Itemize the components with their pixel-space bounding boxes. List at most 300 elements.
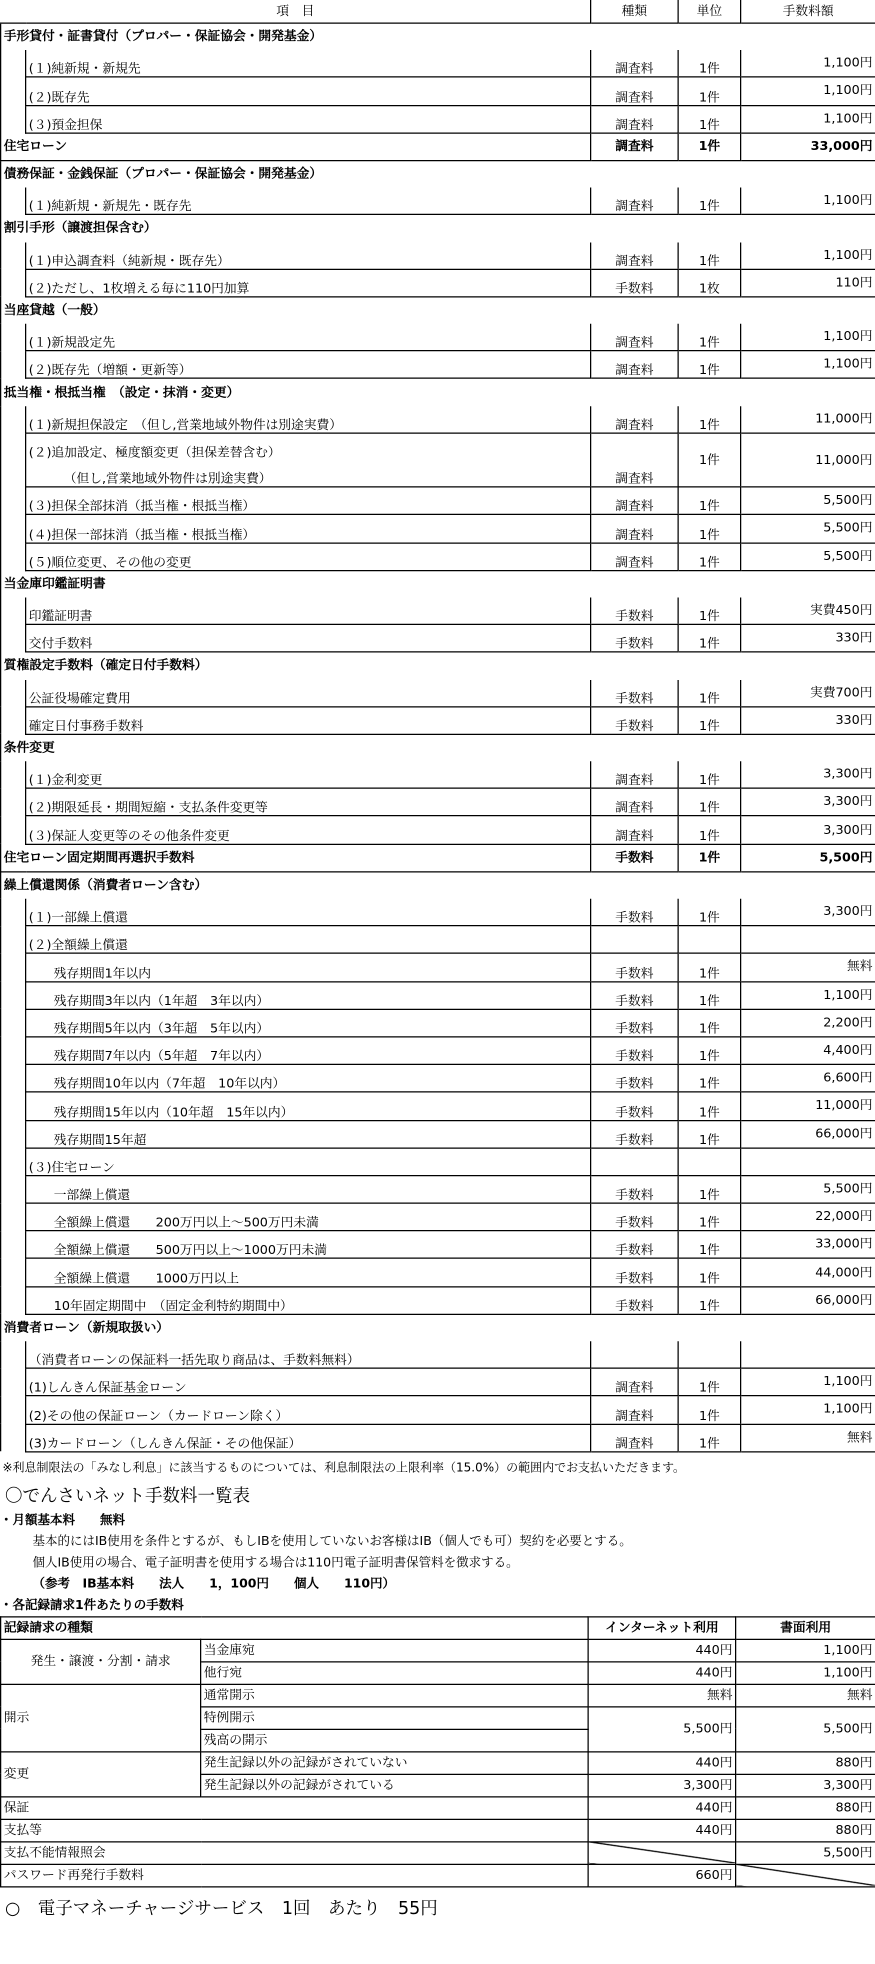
row-label: (１)純新規・新規先・既存先 [26, 188, 591, 215]
row-fee: 1,100円 [741, 77, 875, 105]
row-label: 印鑑証明書 [26, 597, 591, 624]
row-unit: 1件 [678, 406, 741, 433]
row-label: 当金庫宛 [201, 1639, 589, 1662]
row-fee: 11,000円 [741, 433, 875, 487]
row-unit: 1件 [678, 706, 741, 734]
table-row [1, 242, 875, 269]
indent-cell [1, 324, 26, 351]
table-row [1, 324, 875, 351]
row-label: 支払不能情報照会 [1, 1842, 589, 1865]
row-kind: 調査料 [591, 50, 679, 77]
row-kind: 手数料 [591, 1009, 679, 1037]
row-label: (４)担保一部抹消（抵当権・根抵当権） [26, 515, 591, 543]
row-unit: 1件 [678, 487, 741, 515]
section-heading-row [1, 379, 875, 406]
row-fee: 3,300円 [741, 788, 875, 816]
densai-header [1, 1617, 875, 1640]
row-kind: 調査料 [591, 515, 679, 543]
row-label: (1)しんきん保証基金ローン [26, 1368, 591, 1396]
paper-fee: 3,300円 [736, 1774, 875, 1797]
row-kind: 調査料 [591, 351, 679, 379]
empty-cell [678, 926, 741, 954]
row-label: 残存期間7年以内（5年超 7年以内） [26, 1037, 591, 1065]
row-label: 他行宛 [201, 1662, 589, 1685]
densai-line2: 個人IB使用の場合、電子証明書を使用する場合は110円電子証明書保管料を徴求する。 [32, 1555, 519, 1570]
empty-cell [591, 433, 679, 460]
section-title: 手形貸付・証書貸付（プロパー・保証協会・開発基金） [1, 23, 875, 50]
row-unit: 1件 [678, 1065, 741, 1093]
row-label: (２)期限延長・期間短縮・支払条件変更等 [26, 788, 591, 816]
table-row [1, 1120, 875, 1148]
indent-cell [1, 954, 26, 982]
row-kind: 手数料 [591, 954, 679, 982]
row-unit: 1件 [678, 1203, 741, 1231]
row-label: 交付手数料 [26, 625, 591, 653]
row-label: (１)一部繰上償還 [26, 899, 591, 926]
row-fee: 実費700円 [741, 679, 875, 706]
risoku-note: ※利息制限法の「みなし利息」に該当するものについては、利息制限法の上限利率（15.0%）の範囲内でお支払いただきます。 [2, 1460, 686, 1475]
row-label: 支払等 [1, 1819, 589, 1842]
section-heading-row [1, 734, 875, 761]
row-kind: 調査料 [591, 188, 679, 215]
row-kind: 手数料 [591, 1175, 679, 1203]
section-title: 当座貸越（一般） [1, 297, 875, 324]
indent-cell [1, 1148, 26, 1176]
table-row [1, 1092, 875, 1120]
table-row [1, 761, 875, 788]
row-fee: 5,500円 [741, 515, 875, 543]
section-heading-row [1, 652, 875, 679]
row-fee: 110円 [741, 269, 875, 297]
indent-cell [1, 1424, 26, 1452]
empty-cell [741, 926, 875, 954]
table-row [1, 1864, 875, 1887]
row-label: (２)既存先 [26, 77, 591, 105]
row-unit: 1件 [678, 1009, 741, 1037]
loan-rows [1, 23, 875, 1451]
net-fee: 440円 [588, 1797, 736, 1820]
emoney-line: ○ 電子マネーチャージサービス 1回 あたり 55円 [5, 1898, 438, 1919]
row-unit: 1件 [678, 899, 741, 926]
indent-cell [1, 406, 26, 433]
row-fee: 1,100円 [741, 981, 875, 1009]
row-label: (３)担保全部抹消（抵当権・根抵当権） [26, 487, 591, 515]
row-fee: 330円 [741, 625, 875, 653]
empty-cell [741, 1148, 875, 1176]
row-unit: 1件 [678, 788, 741, 816]
row-label: (５)順位変更、その他の変更 [26, 543, 591, 571]
row-kind: 調査料 [591, 543, 679, 571]
empty-cell [678, 1341, 741, 1368]
row-kind: 手数料 [591, 625, 679, 653]
net-fee: 440円 [588, 1639, 736, 1662]
indent-cell [1, 1341, 26, 1368]
row-label: (２)既存先（増額・更新等） [26, 351, 591, 379]
indent-cell [1, 761, 26, 788]
indent-cell [1, 1231, 26, 1259]
row-fee: 66,000円 [741, 1286, 875, 1314]
table-row [1, 433, 875, 460]
table-row [1, 1396, 875, 1424]
table-row [1, 706, 875, 734]
row-fee: 5,500円 [741, 1175, 875, 1203]
row-kind: 手数料 [591, 679, 679, 706]
indent-cell [1, 1009, 26, 1037]
net-fee: 660円 [588, 1864, 736, 1887]
row-kind: 手数料 [591, 269, 679, 297]
table-row [1, 1842, 875, 1865]
row-label: (１)新規担保設定 （但し,営業地域外物件は別途実費） [26, 406, 591, 433]
table-row [1, 788, 875, 816]
row-fee: 無料 [741, 1424, 875, 1452]
row-kind: 調査料 [591, 788, 679, 816]
section-heading-row [1, 297, 875, 324]
row-kind: 調査料 [591, 105, 679, 133]
net-fee: 440円 [588, 1819, 736, 1842]
row-unit: 1件 [678, 981, 741, 1009]
indent-cell [1, 1037, 26, 1065]
table-row [1, 351, 875, 379]
indent-cell [1, 788, 26, 816]
paper-fee: 無料 [736, 1684, 875, 1707]
row-kind: 調査料 [591, 816, 679, 844]
row-unit: 1件 [678, 433, 741, 487]
sub-heading-row [1, 1341, 875, 1368]
row-label: (１)金利変更 [26, 761, 591, 788]
row-unit: 1件 [678, 1092, 741, 1120]
row-fee: 無料 [741, 954, 875, 982]
row-fee: 1,100円 [741, 188, 875, 215]
row-label: 10年固定期間中 （固定金利特約期間中） [26, 1286, 591, 1314]
row-label: 全額繰上償還 500万円以上～1000万円未満 [26, 1231, 591, 1259]
sub-heading-row [1, 926, 875, 954]
empty-cell [741, 1341, 875, 1368]
table-row [1, 188, 875, 215]
row-unit: 1件 [678, 242, 741, 269]
row-label: 残存期間15年超 [26, 1120, 591, 1148]
row-label: (１)純新規・新規先 [26, 50, 591, 77]
paper-fee: 880円 [736, 1819, 875, 1842]
table-row [1, 625, 875, 653]
row-fee: 1,100円 [741, 242, 875, 269]
header-fee: 手数料額 [741, 0, 875, 23]
empty-cell [591, 926, 679, 954]
section-heading-row [1, 23, 875, 50]
indent-cell [1, 706, 26, 734]
row-kind: 手数料 [591, 706, 679, 734]
densai-monthly [0, 1510, 875, 1616]
table-row [1, 1684, 875, 1707]
indent-cell [1, 433, 26, 460]
table-row [1, 1752, 875, 1775]
table-row [1, 1639, 875, 1662]
row-fee: 44,000円 [741, 1259, 875, 1287]
row-kind: 調査料 [591, 1424, 679, 1452]
row-label: 全額繰上償還 1000万円以上 [26, 1259, 591, 1287]
th-net: インターネット利用 [588, 1617, 736, 1640]
table-row [1, 1065, 875, 1093]
row-unit: 1件 [678, 133, 741, 161]
row-fee: 1,100円 [741, 105, 875, 133]
sub-heading-row [1, 1148, 875, 1176]
table-row [1, 816, 875, 844]
row-label: 通常開示 [201, 1684, 589, 1707]
table-row [1, 1259, 875, 1287]
section-heading-row [1, 161, 875, 188]
row-unit: 1件 [678, 1368, 741, 1396]
table-row [1, 679, 875, 706]
row-label: (３)保証人変更等のその他条件変更 [26, 816, 591, 844]
indent-cell [1, 515, 26, 543]
hassei-label: 発生・譲渡・分割・請求 [1, 1639, 201, 1684]
row-kind: 手数料 [591, 1120, 679, 1148]
table-header [1, 0, 875, 23]
row-kind: 調査料 [591, 761, 679, 788]
row-label-note: （但し,営業地域外物件は別途実費） [26, 460, 591, 487]
table-row [1, 1231, 875, 1259]
row-label: 一部繰上償還 [26, 1175, 591, 1203]
table-row [1, 1797, 875, 1820]
row-unit: 1件 [678, 77, 741, 105]
table-row [1, 844, 875, 872]
kaiji-label: 開示 [1, 1684, 201, 1752]
row-label: 残高の開示 [201, 1729, 589, 1752]
row-fee: 5,500円 [741, 487, 875, 515]
empty-cell [678, 1148, 741, 1176]
sub-title: (３)住宅ローン [26, 1148, 591, 1176]
row-fee: 6,600円 [741, 1065, 875, 1093]
indent-cell [1, 1259, 26, 1287]
row-unit: 1件 [678, 105, 741, 133]
section-title: 当金庫印鑑証明書 [1, 570, 875, 597]
indent-cell [1, 899, 26, 926]
row-unit: 1件 [678, 188, 741, 215]
row-kind: 手数料 [591, 981, 679, 1009]
indent-cell [1, 679, 26, 706]
row-label: 残存期間5年以内（3年超 5年以内） [26, 1009, 591, 1037]
row-unit: 1件 [678, 1259, 741, 1287]
table-row [1, 1424, 875, 1452]
row-unit: 1件 [678, 50, 741, 77]
row-unit: 1件 [678, 1424, 741, 1452]
row-fee: 33,000円 [741, 1231, 875, 1259]
row-kind: 手数料 [591, 1037, 679, 1065]
table-row [1, 1037, 875, 1065]
net-fee: 440円 [588, 1752, 736, 1775]
row-fee: 11,000円 [741, 406, 875, 433]
row-label: 保証 [1, 1797, 589, 1820]
table-row [1, 1009, 875, 1037]
row-kind: 手数料 [591, 1259, 679, 1287]
indent-cell [1, 1203, 26, 1231]
row-unit: 1件 [678, 543, 741, 571]
section-title: 繰上償還関係（消費者ローン含む） [1, 872, 875, 899]
row-label: 確定日付事務手数料 [26, 706, 591, 734]
indent-cell [1, 242, 26, 269]
row-label: パスワード再発行手数料 [1, 1864, 589, 1887]
row-label: 発生記録以外の記録がされていない [201, 1752, 589, 1775]
row-kind: 調査料 [591, 487, 679, 515]
row-unit: 1件 [678, 1286, 741, 1314]
densai-line1: 基本的にはIB使用を条件とするが、もしIBを使用していないお客様はIB（個人でも可）契約を必要とする。 [32, 1534, 632, 1549]
row-fee: 3,300円 [741, 816, 875, 844]
row-fee: 3,300円 [741, 899, 875, 926]
row-fee: 3,300円 [741, 761, 875, 788]
indent-cell [1, 625, 26, 653]
row-fee: 5,500円 [741, 844, 875, 872]
net-fee: 無料 [588, 1684, 736, 1707]
section-title: 債務保証・金銭保証（プロパー・保証協会・開発基金） [1, 161, 875, 188]
th-type: 記録請求の種類 [1, 1617, 589, 1640]
row-unit: 1件 [678, 679, 741, 706]
section-title: 条件変更 [1, 734, 875, 761]
row-unit: 1件 [678, 1175, 741, 1203]
row-unit: 1件 [678, 625, 741, 653]
row-kind: 手数料 [591, 1065, 679, 1093]
row-unit: 1件 [678, 1396, 741, 1424]
row-label: (２)追加設定、極度額変更（担保差替含む） [26, 433, 591, 460]
table-row [1, 487, 875, 515]
row-kind: 調査料 [591, 77, 679, 105]
row-unit: 1件 [678, 351, 741, 379]
section-title: 抵当権・根抵当権 （設定・抹消・変更） [1, 379, 875, 406]
row-label: (3)カードローン（しんきん保証・その他保証） [26, 1424, 591, 1452]
row-kind: 調査料 [591, 406, 679, 433]
indent-cell [1, 1368, 26, 1396]
row-label: 住宅ローン [1, 133, 591, 161]
row-unit: 1枚 [678, 269, 741, 297]
table-row [1, 1203, 875, 1231]
row-kind: 調査料 [591, 133, 679, 161]
table-row [1, 981, 875, 1009]
table-row [1, 543, 875, 571]
header-kind: 種類 [591, 0, 679, 23]
indent-cell [1, 1396, 26, 1424]
row-unit: 1件 [678, 816, 741, 844]
indent-cell [1, 188, 26, 215]
row-fee: 実費450円 [741, 597, 875, 624]
indent-cell [1, 77, 26, 105]
paper-fee: 880円 [736, 1752, 875, 1775]
row-fee: 66,000円 [741, 1120, 875, 1148]
table-row [1, 1286, 875, 1314]
monthly-fee-label: ・月額基本料 無料 [0, 1513, 125, 1528]
row-fee: 1,100円 [741, 1396, 875, 1424]
indent-cell [1, 269, 26, 297]
per-request-title: ・各記録請求1件あたりの手数料 [0, 1598, 184, 1613]
section-heading-row [1, 570, 875, 597]
row-label: (３)預金担保 [26, 105, 591, 133]
table-row [1, 1368, 875, 1396]
row-fee: 5,500円 [741, 543, 875, 571]
paper-fee: 5,500円 [736, 1707, 875, 1752]
indent-cell [1, 1286, 26, 1314]
table-row [1, 50, 875, 77]
row-kind: 調査料 [591, 460, 679, 487]
densai-line3: （参考 IB基本料 法人 1，100円 個人 110円） [32, 1577, 396, 1591]
row-label: (１)新規設定先 [26, 324, 591, 351]
row-unit: 1件 [678, 324, 741, 351]
indent-cell [1, 1175, 26, 1203]
indent-cell [1, 597, 26, 624]
row-fee: 1,100円 [741, 324, 875, 351]
section-heading-row [1, 872, 875, 899]
table-row [1, 133, 875, 161]
row-kind: 手数料 [591, 597, 679, 624]
row-label: (１)申込調査料（純新規・既存先） [26, 242, 591, 269]
row-kind: 調査料 [591, 1368, 679, 1396]
row-label: 全額繰上償還 200万円以上～500万円未満 [26, 1203, 591, 1231]
section-heading-row [1, 215, 875, 242]
paper-fee: 5,500円 [736, 1842, 875, 1865]
row-unit: 1件 [678, 761, 741, 788]
indent-cell [1, 1120, 26, 1148]
header-unit: 単位 [678, 0, 741, 23]
row-kind: 手数料 [591, 1203, 679, 1231]
row-kind: 手数料 [591, 1231, 679, 1259]
table-row [1, 406, 875, 433]
row-label: 公証役場確定費用 [26, 679, 591, 706]
table-row [1, 1819, 875, 1842]
indent-cell [1, 1065, 26, 1093]
indent-cell [1, 981, 26, 1009]
row-kind: 手数料 [591, 1092, 679, 1120]
indent-cell [1, 1092, 26, 1120]
not-applicable-cell [736, 1864, 875, 1887]
row-label: 残存期間10年以内（7年超 10年以内） [26, 1065, 591, 1093]
empty-cell [591, 1341, 679, 1368]
row-kind: 手数料 [591, 899, 679, 926]
row-label: 住宅ローン固定期間再選択手数料 [1, 844, 591, 872]
row-label: 残存期間1年以内 [26, 954, 591, 982]
net-fee: 440円 [588, 1662, 736, 1685]
table-row [1, 269, 875, 297]
net-fee: 5,500円 [588, 1707, 736, 1752]
indent-cell [1, 926, 26, 954]
row-fee: 330円 [741, 706, 875, 734]
table-row [1, 597, 875, 624]
table-row [1, 515, 875, 543]
table-row [1, 954, 875, 982]
row-kind: 調査料 [591, 242, 679, 269]
row-label: 残存期間3年以内（1年超 3年以内） [26, 981, 591, 1009]
header-item: 項 目 [1, 0, 591, 23]
section-title: 質権設定手数料（確定日付手数料） [1, 652, 875, 679]
row-label: 残存期間15年以内（10年超 15年以内） [26, 1092, 591, 1120]
row-kind: 手数料 [591, 844, 679, 872]
not-applicable-cell [588, 1842, 736, 1865]
row-fee: 1,100円 [741, 351, 875, 379]
row-unit: 1件 [678, 844, 741, 872]
row-unit: 1件 [678, 1231, 741, 1259]
section-heading-row [1, 1314, 875, 1341]
row-fee: 1,100円 [741, 50, 875, 77]
row-label: (２)ただし、1枚増える毎に110円加算 [26, 269, 591, 297]
row-unit: 1件 [678, 954, 741, 982]
henkou-label: 変更 [1, 1752, 201, 1797]
table-row [1, 105, 875, 133]
row-fee: 33,000円 [741, 133, 875, 161]
section-title: 消費者ローン（新規取扱い） [1, 1314, 875, 1341]
indent-cell [1, 543, 26, 571]
row-label: (2)その他の保証ローン（カードローン除く） [26, 1396, 591, 1424]
sub-title: (２)全額繰上償還 [26, 926, 591, 954]
row-fee: 11,000円 [741, 1092, 875, 1120]
indent-cell [1, 816, 26, 844]
paper-fee: 1,100円 [736, 1639, 875, 1662]
sub-title: （消費者ローンの保証料一括先取り商品は、手数料無料） [26, 1341, 591, 1368]
row-unit: 1件 [678, 515, 741, 543]
